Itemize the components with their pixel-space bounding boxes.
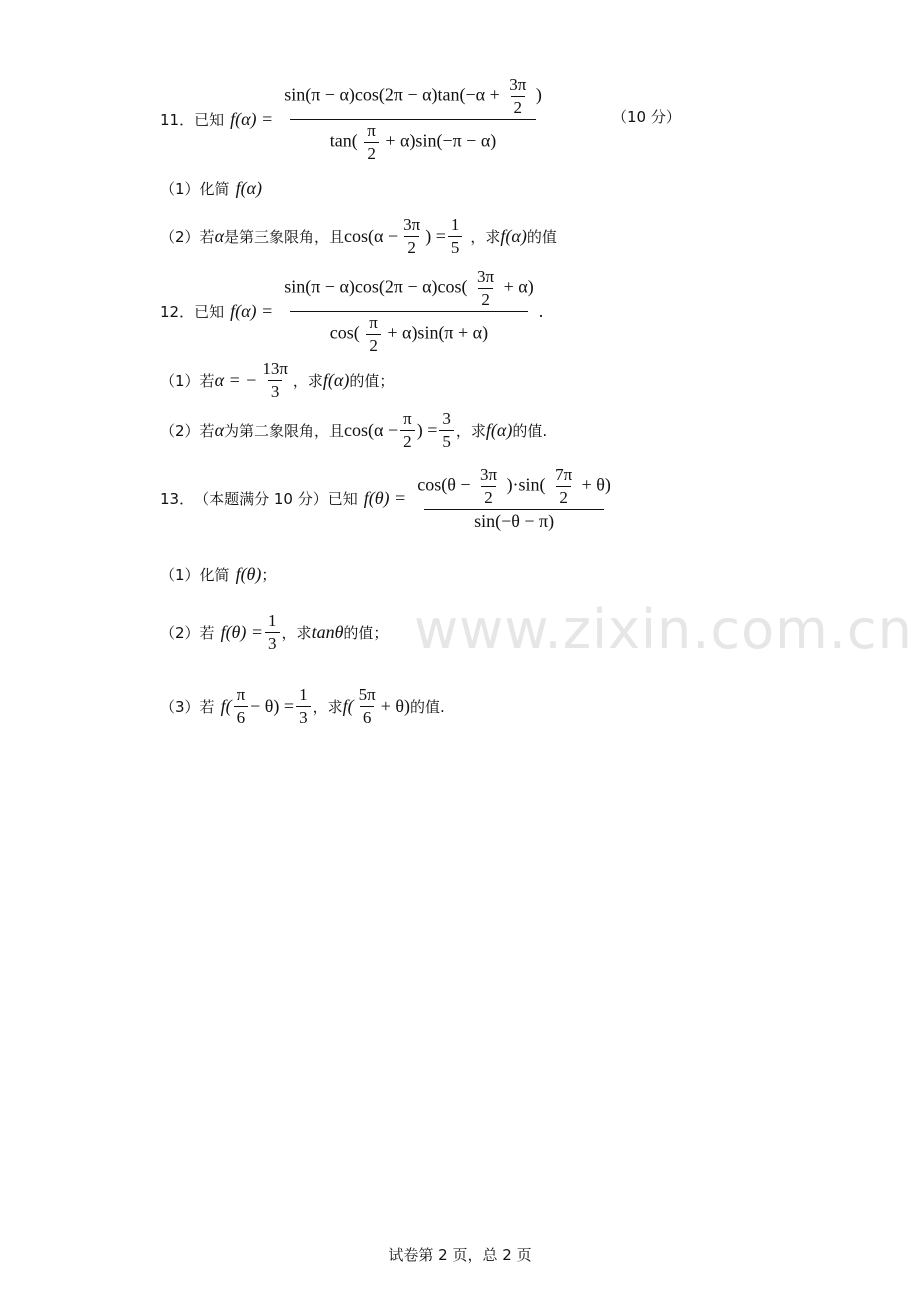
q13-lhs: f(θ) = xyxy=(363,487,407,508)
q13-part1: （1） 化简 f(θ) ； xyxy=(160,564,277,584)
q12-numerator: sin(π − α)cos(2π − α)cos( $\frac{3\pi}{2}$ + α) xyxy=(284,267,534,309)
q12-denominator: cos( $\frac{\pi}{2}$ + α)sin(π + α) xyxy=(290,311,528,355)
q13-part3: （3） 若 f( $\frac{\pi}{6}$ − θ) = $\frac{1}{3}$ ，求 f( $\frac{5\pi}{6}$ + θ) 的值. xyxy=(160,685,445,727)
q11-main-fraction xyxy=(281,76,545,162)
q12-stem: 12． 已知 f(α) = sin(π − α)cos(2π − α)cos( $\frac{3\pi}{2}$ + α) cos( $\frac{\pi}{2}$ + α)sin(π + α) . xyxy=(160,267,544,355)
q13-numerator: cos(θ − $\frac{3\pi}{2}$ )·sin( $\frac{7\pi}{2}$ + θ) xyxy=(417,465,611,507)
q12-part1: （1） 若 α = − $\frac{13\pi}{3}$ ，求 f(α) 的值； xyxy=(160,359,395,401)
q11-number: 11． xyxy=(160,110,195,129)
q12-part2: （2） 若 α 为第二象限角，且 cos(α − $\frac{\pi}{2}$ ) = $\frac{3}{5}$ ，求 f(α) 的值. xyxy=(160,409,548,451)
q12-part2-value: $\frac{3}{5}$ xyxy=(439,410,454,451)
q13-part3-angle1: $\frac{\pi}{6}$ xyxy=(234,686,249,727)
q12-part1-value: $\frac{13\pi}{3}$ xyxy=(262,359,288,401)
q12-number: 12． xyxy=(160,302,195,321)
q11-score: （10 分） xyxy=(612,108,681,126)
q12-lhs: f(α) = xyxy=(230,300,274,321)
q11-stem xyxy=(160,76,547,162)
q13-part3-angle2: $\frac{5\pi}{6}$ xyxy=(358,685,376,727)
q13-number: 13． xyxy=(160,489,195,508)
q12-intro: 已知 xyxy=(194,302,225,321)
q13-part2: （2） 若 f(θ) = $\frac{1}{3}$ ，求 tanθ 的值； xyxy=(160,611,389,653)
q13-part3-value: $\frac{1}{3}$ xyxy=(296,686,311,727)
q12-part2-angle: $\frac{\pi}{2}$ xyxy=(400,410,415,451)
q13-stem xyxy=(160,466,616,531)
watermark-text: www.zixin.com.cn xyxy=(414,598,913,661)
q11-intro: 已知 xyxy=(194,110,225,129)
q11-part2-angle: $\frac{3\pi}{2}$ xyxy=(403,215,421,257)
q13-denominator: sin(−θ − π) xyxy=(424,509,604,531)
q13-intro: （本题满分 10 分）已知 xyxy=(194,489,358,508)
q11-lhs: f(α) = xyxy=(230,108,274,129)
q11-part2: （2） 若 α 是第三象限角，且 cos(α − $\frac{3\pi}{2}$ ) = $\frac{1}{5}$ ，求 f(α) 的值 xyxy=(160,215,557,257)
page-footer: 试卷第 2 页，总 2 页 xyxy=(388,1246,532,1264)
q13-main-fraction xyxy=(414,466,614,531)
q13-part2-value: $\frac{1}{3}$ xyxy=(265,612,280,653)
q12-main-fraction xyxy=(281,268,536,354)
q11-part2-value: $\frac{1}{5}$ xyxy=(448,216,463,257)
q11-denominator: tan( $\frac{\pi}{2}$ + α)sin(−π − α) xyxy=(290,119,536,163)
q11-part1: （1） 化简 f(α) xyxy=(160,178,262,198)
q11-numerator: sin(π − α)cos(2π − α)tan(−α + $\frac{3\pi}{2}$ ) xyxy=(284,75,542,117)
